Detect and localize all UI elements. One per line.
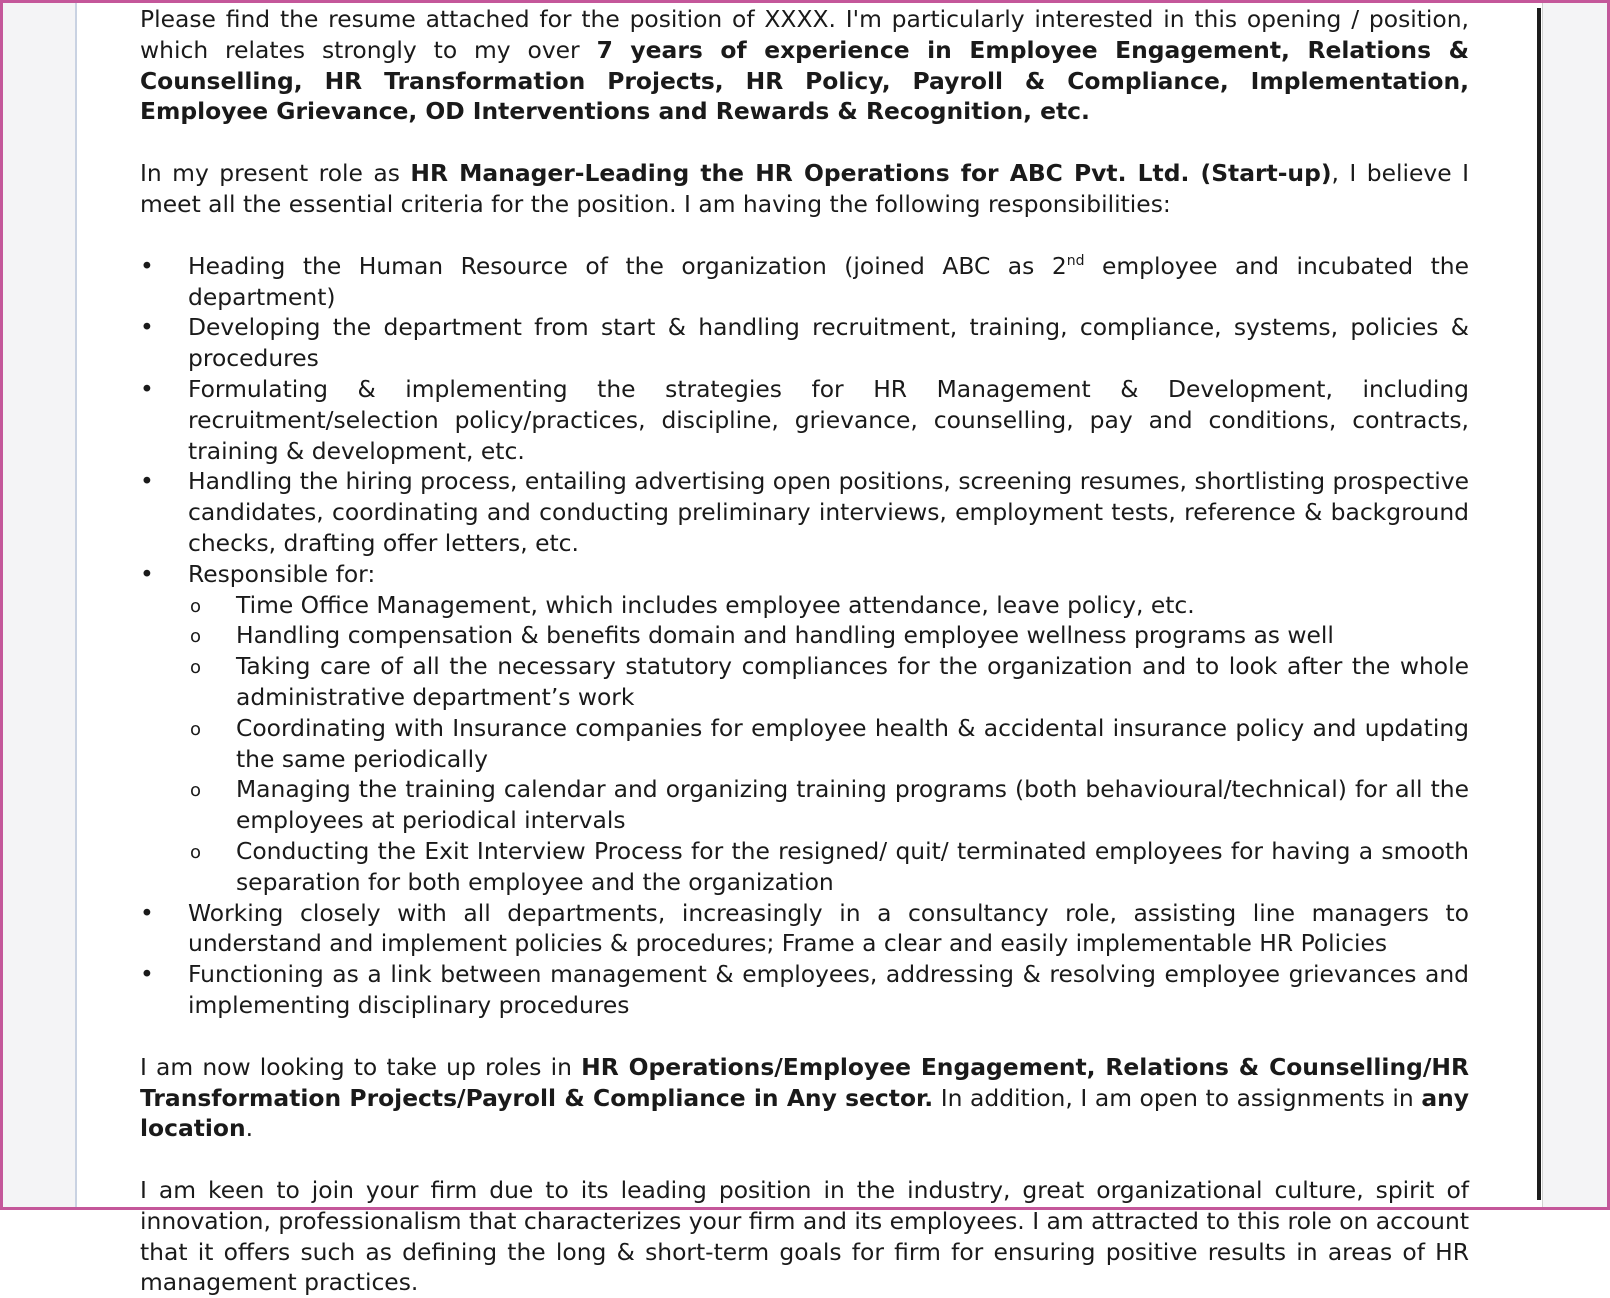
any-location-bold: any location	[140, 1083, 1470, 1143]
role-paragraph	[140, 158, 1469, 220]
looking-paragraph	[140, 1052, 1469, 1144]
looking-text-start: I am now looking to take up roles in	[140, 1052, 582, 1081]
cover-letter-page	[140, 4, 1469, 1298]
responsible-for-sublist	[188, 590, 1469, 898]
sub-item: o Managing the training calendar and organizing training programs (both behavioural/technical) for all the employees at periodical intervals	[188, 774, 1469, 836]
sub-item: o Handling compensation & benefits domain and handling employee wellness programs as well	[188, 620, 1469, 651]
keen-paragraph: I am keen to join your firm due to its leading position in the industry, great organizational culture, spirit of innovation, professionalism that characterizes your firm and its employees. I am attracted to this role on account that it offers such as defining the long & short-term goals for firm for ensuring positive results in areas of HR management practices.	[140, 1176, 1469, 1297]
sub-item: o Taking care of all the necessary statutory compliances for the organization and to look after the whole administrative department’s work	[188, 651, 1469, 713]
role-title-bold: HR Manager-Leading the HR Operations for ABC Pvt. Ltd. (Start-up)	[410, 159, 1332, 188]
left-margin	[3, 3, 77, 1207]
responsibilities-list	[140, 251, 1469, 1021]
target-roles-bold: HR Operations/Employee Engagement, Relations & Counselling/HR Transformation Projects/Payroll & Compliance in Any sector.	[140, 1052, 1469, 1112]
role-text-end: , I believe I meet all the essential criteria for the position. I am having the following responsibilities:	[140, 159, 1469, 218]
intro-paragraph	[140, 4, 1469, 127]
sub-item: o Conducting the Exit Interview Process for the resigned/ quit/ terminated employees for having a smooth separation for both employee and the organization	[188, 836, 1469, 898]
looking-text-end: .	[245, 1114, 254, 1143]
item1-text: Heading the Human Resource of the organization (joined ABC as 2	[188, 251, 1067, 280]
page-edge-line	[1537, 8, 1541, 1200]
ordinal-superscript: nd	[1066, 252, 1085, 269]
sub-item: o Time Office Management, which includes employee attendance, leave policy, etc.	[188, 590, 1469, 621]
role-text-start: In my present role as	[140, 159, 411, 188]
responsibility-item-with-sublist	[140, 559, 1469, 898]
looking-text-mid: In addition, I am open to assignments in	[933, 1083, 1422, 1112]
responsibility-item: • Handling the hiring process, entailing advertising open positions, screening resumes, shortlisting prospective candidates, coordinating and conducting preliminary interviews, employment tests, reference & background checks, drafting offer letters, etc.	[140, 466, 1469, 558]
right-margin	[1542, 3, 1607, 1207]
responsibility-item: • Developing the department from start & handling recruitment, training, compliance, systems, policies & procedures	[140, 312, 1469, 374]
responsibility-item: • Formulating & implementing the strategies for HR Management & Development, including recruitment/selection policy/practices, discipline, grievance, counselling, pay and conditions, contracts, training & development, etc.	[140, 374, 1469, 466]
responsibility-item: • Functioning as a link between management & employees, addressing & resolving employee grievances and implementing disciplinary procedures	[140, 959, 1469, 1021]
intro-text: Please find the resume attached for the position of XXXX. I'm particularly interested in this opening / position, which relates strongly to my over	[140, 5, 1469, 64]
item1-text-end: employee and incubated the department)	[188, 251, 1469, 311]
responsible-for-label: Responsible for:	[188, 559, 376, 588]
responsibility-item	[140, 251, 1469, 313]
intro-experience-bold: 7 years of experience in Employee Engagement, Relations & Counselling, HR Transformation Projects, HR Policy, Payroll & Compliance, Implementation, Employee Grievance, OD Interventions and Rewards & Recognition, etc.	[140, 35, 1469, 126]
sub-item: o Coordinating with Insurance companies for employee health & accidental insurance policy and updating the same periodically	[188, 713, 1469, 775]
responsibility-item: • Working closely with all departments, increasingly in a consultancy role, assisting line managers to understand and implement policies & procedures; Frame a clear and easily implementable HR Policies	[140, 898, 1469, 960]
